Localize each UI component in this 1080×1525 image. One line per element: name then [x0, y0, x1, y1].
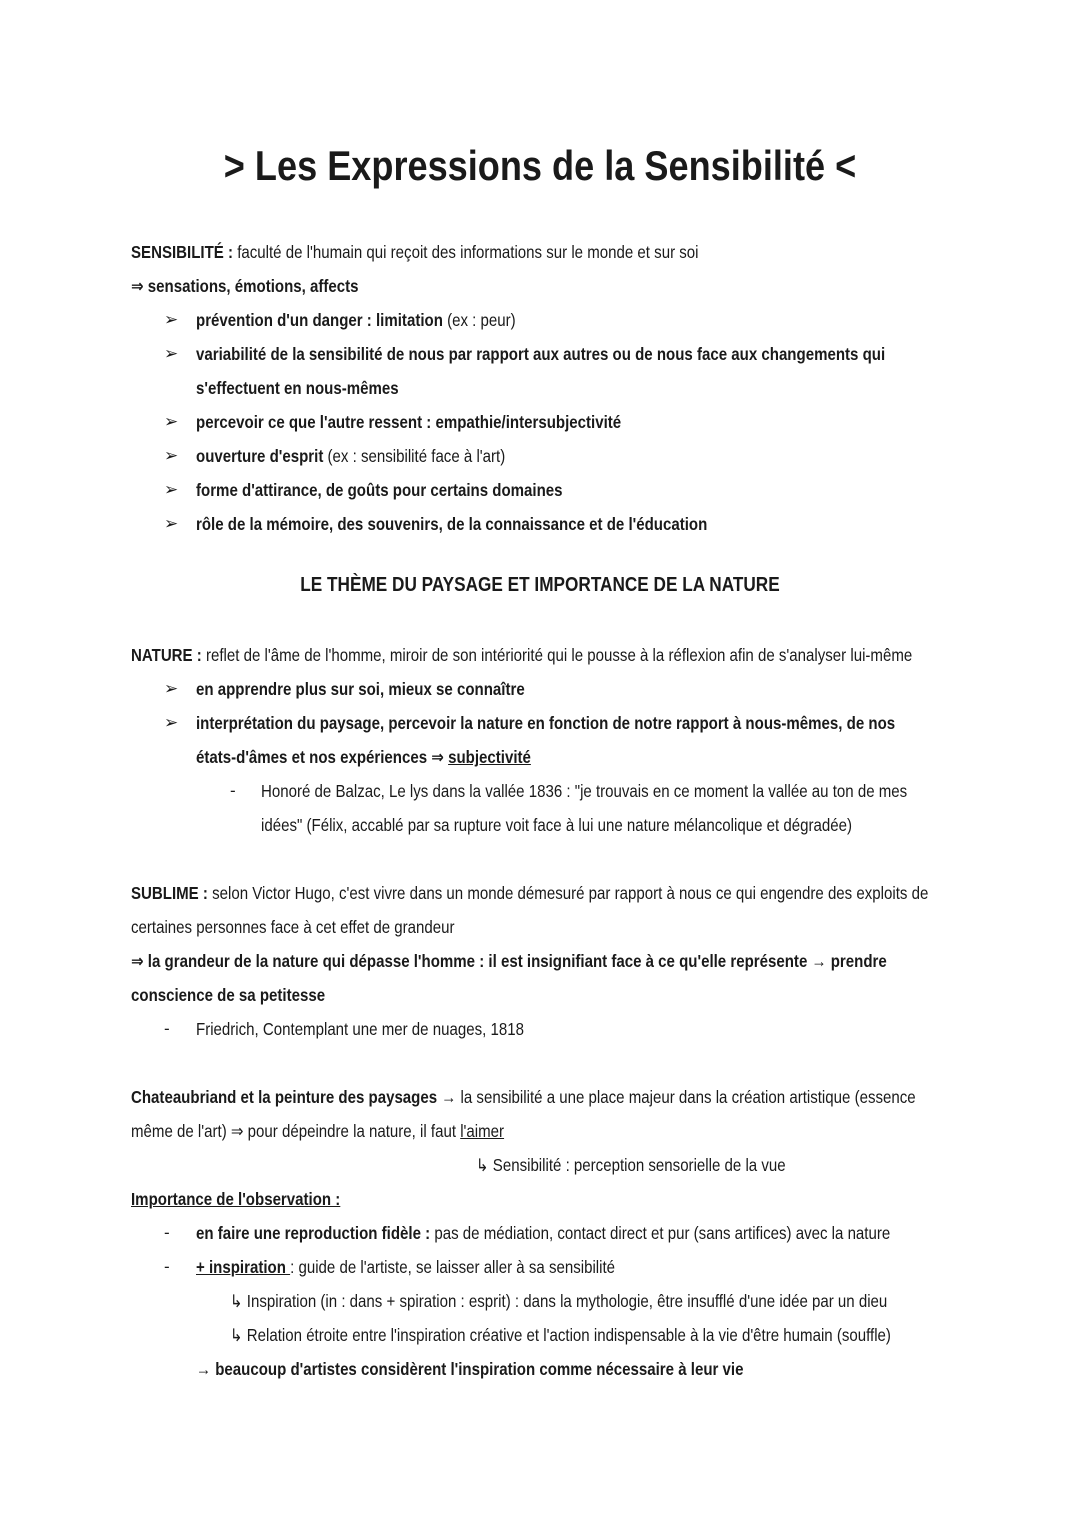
chateaubriand-paragraph: Chateaubriand et la peinture des paysages → la sensibilité a une place majeur dans la création artistique (essence — [131, 1087, 916, 1107]
sensibilite-term: SENSIBILITÉ : — [131, 242, 234, 262]
list-item: prévention d'un danger : limitation (ex : peur) — [196, 310, 516, 330]
sublime-term: SUBLIME : — [131, 883, 208, 903]
chateaubriand-paragraph-continuation: même de l'art) ⇒ pour dépeindre la nature, il faut l'aimer — [131, 1121, 505, 1141]
arrow-bullet-icon: ➢ — [164, 446, 179, 465]
observation-heading: Importance de l'observation : — [131, 1189, 341, 1209]
list-item-continuation: s'effectuent en nous-mêmes — [196, 378, 399, 398]
arrow-bullet-icon: ➢ — [164, 514, 179, 533]
list-item: variabilité de la sensibilité de nous par rapport aux autres ou de nous face aux changements qui — [196, 344, 886, 364]
sensibilite-definition: SENSIBILITÉ : faculté de l'humain qui reçoit des informations sur le monde et sur soi — [131, 242, 699, 262]
list-item: interprétation du paysage, percevoir la nature en fonction de notre rapport à nous-mêmes, de nos — [196, 713, 896, 733]
list-item-continuation: états-d'âmes et nos expériences ⇒ subjectivité — [196, 747, 531, 767]
list-item: en faire une reproduction fidèle : pas de médiation, contact direct et pur (sans artifices) avec la nature — [196, 1223, 891, 1243]
nature-term: NATURE : — [131, 645, 202, 665]
conclusion-text: → beaucoup d'artistes considèrent l'inspiration comme nécessaire à leur vie — [196, 1359, 744, 1379]
page-title: > Les Expressions de la Sensibilité < — [223, 142, 857, 189]
list-item: + inspiration : guide de l'artiste, se laisser aller à sa sensibilité — [196, 1257, 616, 1277]
arrow-bullet-icon: ➢ — [164, 344, 179, 363]
list-item: ouverture d'esprit (ex : sensibilité face à l'art) — [196, 446, 506, 466]
example-text-continuation: idées" (Félix, accablé par sa rupture voit face à lui une nature mélancolique et dégradée) — [261, 815, 852, 835]
example-text: Honoré de Balzac, Le lys dans la vallée 1836 : "je trouvais en ce moment la vallée au ton de mes — [261, 781, 908, 801]
list-item: rôle de la mémoire, des souvenirs, de la connaissance et de l'éducation — [196, 514, 708, 534]
dash-bullet-icon: - — [164, 1223, 170, 1242]
arrow-bullet-icon: ➢ — [164, 713, 179, 732]
arrow-bullet-icon: ➢ — [164, 412, 179, 431]
dash-bullet-icon: - — [164, 1019, 170, 1038]
nature-definition: NATURE : reflet de l'âme de l'homme, miroir de son intériorité qui le pousse à la réflexion afin de s'analyser lui-même — [131, 645, 913, 665]
example-text: Friedrich, Contemplant une mer de nuages, 1818 — [196, 1019, 524, 1039]
list-item: en apprendre plus sur soi, mieux se connaître — [196, 679, 525, 699]
arrow-bullet-icon: ➢ — [164, 310, 179, 329]
sublime-implies-continuation: conscience de sa petitesse — [131, 985, 326, 1005]
sub-note: ↳ Sensibilité : perception sensorielle de la vue — [476, 1155, 786, 1175]
sensibilite-implies: ⇒ sensations, émotions, affects — [131, 276, 359, 296]
sub-note: ↳ Relation étroite entre l'inspiration créative et l'action indispensable à la vie d'être humain (souffle) — [230, 1325, 891, 1345]
dash-bullet-icon: - — [164, 1257, 170, 1276]
subjectivite-keyword: subjectivité — [448, 747, 531, 767]
inspiration-keyword: + inspiration — [196, 1257, 291, 1277]
list-item: percevoir ce que l'autre ressent : empathie/intersubjectivité — [196, 412, 622, 432]
section-heading: LE THÈME DU PAYSAGE ET IMPORTANCE DE LA NATURE — [300, 574, 780, 596]
sublime-implies: ⇒ la grandeur de la nature qui dépasse l'homme : il est insignifiant face à ce qu'elle représente → prendre — [131, 951, 887, 971]
dash-bullet-icon: - — [230, 781, 236, 800]
aimer-keyword: l'aimer — [460, 1121, 505, 1141]
sublime-definition-continuation: certaines personnes face à cet effet de grandeur — [131, 917, 455, 937]
arrow-bullet-icon: ➢ — [164, 679, 179, 698]
arrow-bullet-icon: ➢ — [164, 480, 179, 499]
sublime-definition: SUBLIME : selon Victor Hugo, c'est vivre dans un monde démesuré par rapport à nous ce qui engendre des exploits de — [131, 883, 929, 903]
sub-note: ↳ Inspiration (in : dans + spiration : esprit) : dans la mythologie, être insufflé d'une idée par un dieu — [230, 1291, 888, 1311]
list-item: forme d'attirance, de goûts pour certains domaines — [196, 480, 563, 500]
